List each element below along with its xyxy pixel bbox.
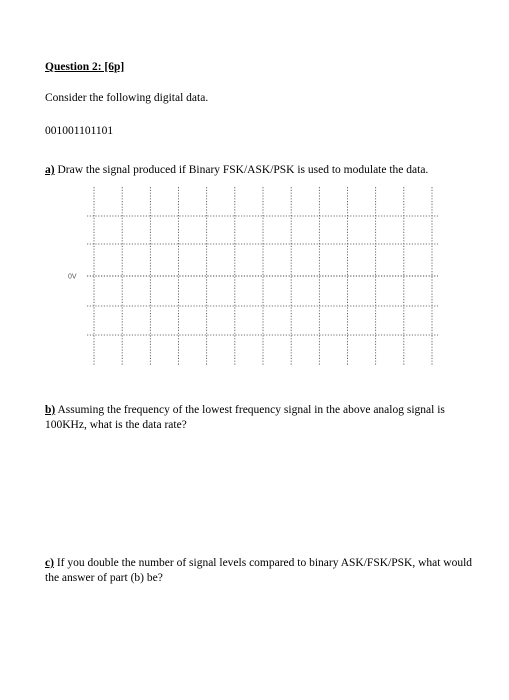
part-a-prompt: [45, 163, 428, 178]
part-a-text: Draw the signal produced if Binary FSK/ASK/PSK is used to modulate the data.: [54, 164, 429, 176]
zero-volt-label: 0V: [68, 273, 77, 281]
part-b-text: Assuming the frequency of the lowest frequency signal in the above analog signal is 100KHz, what is the data rate?: [45, 404, 445, 431]
part-a-label: a): [45, 164, 55, 176]
signal-grid: [60, 180, 460, 370]
part-b-prompt: [45, 403, 475, 433]
part-c-label: c): [45, 557, 54, 569]
grid-lines: [87, 187, 438, 366]
question-title: Question 2: [6p]: [45, 61, 125, 73]
part-c-text: If you double the number of signal levels compared to binary ASK/FSK/PSK, what would the answer of part (b) be?: [45, 557, 473, 584]
part-c-prompt: [45, 556, 480, 586]
question-intro: Consider the following digital data.: [45, 92, 209, 104]
digital-data-bits: 001001101101: [45, 125, 114, 137]
part-b-label: b): [45, 404, 56, 416]
